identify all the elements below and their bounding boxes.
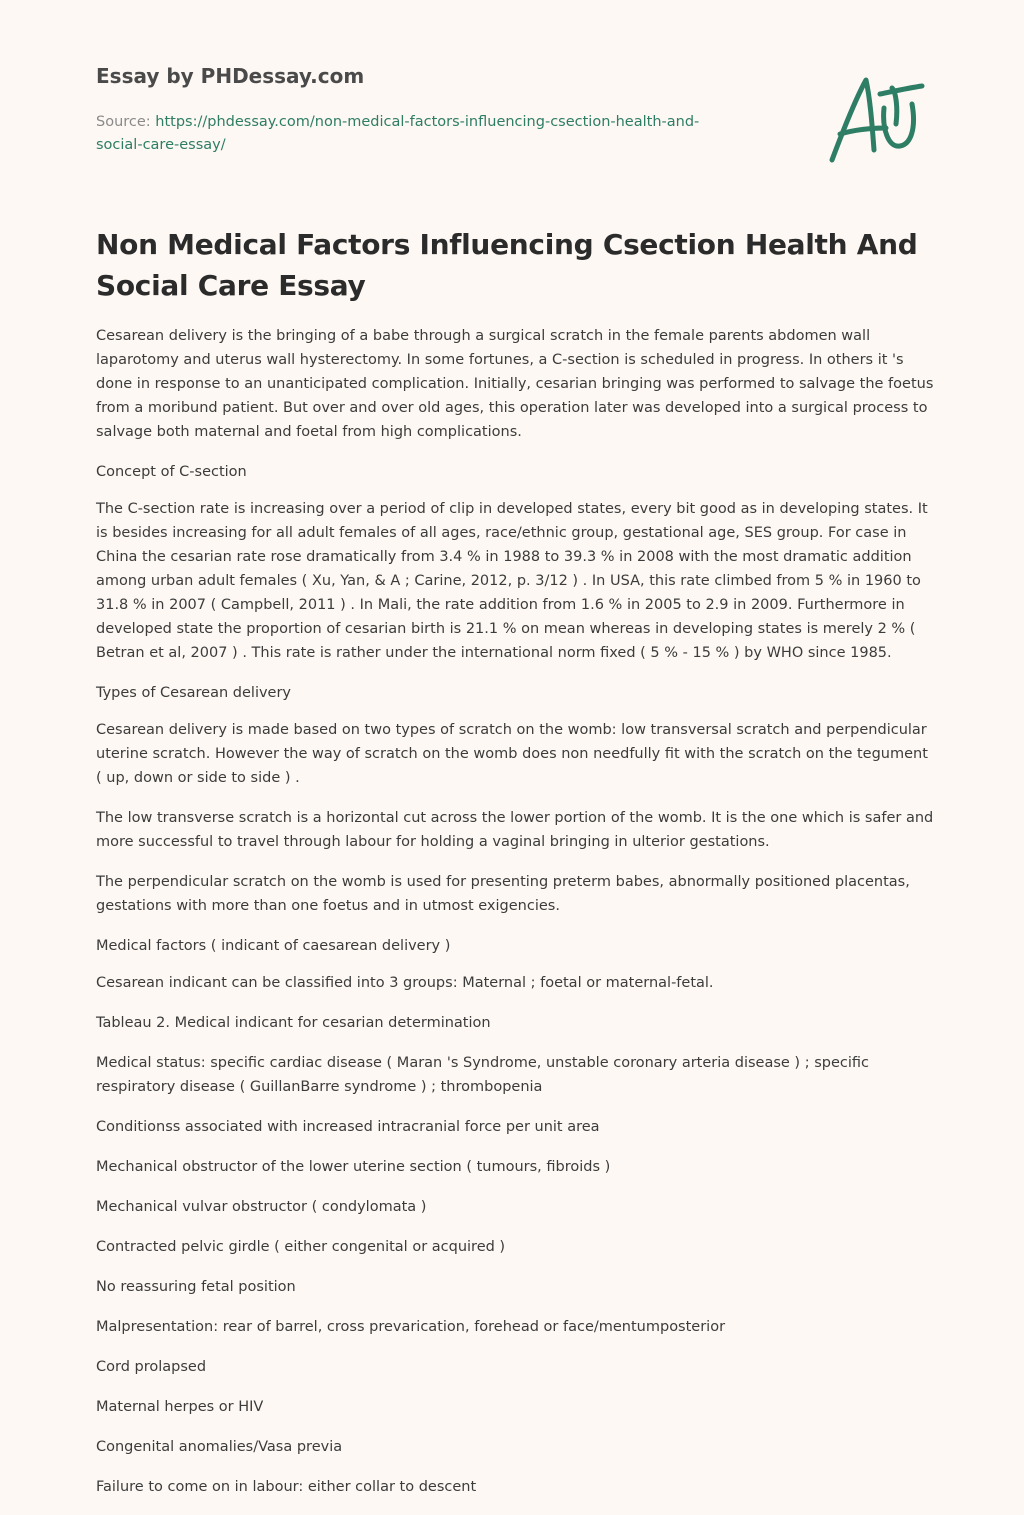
essay-body xyxy=(96,324,934,1515)
list-item: Congenital anomalies/Vasa previa xyxy=(96,1439,343,1455)
paragraph-perpendicular: The perpendicular scratch on the womb is used for presenting preterm babes, abnormally positioned placentas, gestations with more than one foetus and in utmost exigencies. xyxy=(96,874,910,914)
table-caption: Tableau 2. Medical indicant for cesarian determination xyxy=(96,1015,491,1031)
list-item: Mechanical obstructor of the lower uterine section ( tumours, fibroids ) xyxy=(96,1159,611,1175)
list-item: Malpresentation: rear of barrel, cross prevarication, forehead or face/mentumposterior xyxy=(96,1319,726,1335)
subheading-concept: Concept of C-section xyxy=(96,464,247,480)
essay-title: Non Medical Factors Influencing Csection Health And Social Care Essay xyxy=(96,228,918,302)
list-item: Mechanical vulvar obstructor ( condylomata ) xyxy=(96,1199,427,1215)
subheading-types: Types of Cesarean delivery xyxy=(96,685,292,701)
paragraph-types: Cesarean delivery is made based on two types of scratch on the womb: low transversal scratch and perpendicular uterine scratch. However the way of scratch on the womb does non needfully fit with the scratch on the tegument ( up, down or side to side ) . xyxy=(96,722,928,786)
source-label: Source: xyxy=(96,114,151,130)
paragraph-intro: Cesarean delivery is the bringing of a babe through a surgical scratch in the female parents abdomen wall laparotomy and uterus wall hysterectomy. In some fortunes, a C-section is scheduled in progress. In others it 's done in response to an unanticipated complication. Initially, cesarian bringing was performed to salvage the foetus from a moribund patient. But over and over old ages, this operation later was developed into a surgical process to salvage both maternal and foetal from high complications. xyxy=(96,328,934,440)
a-plus-logo-icon xyxy=(824,68,934,168)
list-item: No reassuring fetal position xyxy=(96,1279,296,1295)
source-line xyxy=(96,111,736,157)
site-brand: Essay by PHDessay.com xyxy=(96,64,365,88)
list-item: Cord prolapsed xyxy=(96,1359,207,1375)
paragraph-transverse: The low transverse scratch is a horizontal cut across the lower portion of the womb. It is the one which is safer and more successful to travel through labour for holding a vaginal bringing in ulterior gestations. xyxy=(96,810,934,850)
subheading-medical-factors: Medical factors ( indicant of caesarean delivery ) xyxy=(96,938,451,954)
list-item: Conditionss associated with increased intracranial force per unit area xyxy=(96,1119,600,1135)
list-item: Maternal herpes or HIV xyxy=(96,1399,264,1415)
paragraph-rates: The C-section rate is increasing over a period of clip in developed states, every bit good as in developing states. It is besides increasing for all adult females of all ages, race/ethnic group, gestational age, SES group. For case in China the cesarian rate rose dramatically from 3.4 % in 1988 to 39.3 % in 2008 with the most dramatic addition among urban adult females ( Xu, Yan, & A ; Carine, 2012, p. 3/12 ) . In USA, this rate climbed from 5 % in 1960 to 31.8 % in 2007 ( Campbell, 2011 ) . In Mali, the rate addition from 1.6 % in 2005 to 2.9 in 2009. Furthermore in developed state the proportion of cesarian birth is 21.1 % on mean whereas in developing states is merely 2 % ( Betran et al, 2007 ) . This rate is rather under the international norm fixed ( 5 % - 15 % ) by WHO since 1985. xyxy=(96,501,928,661)
list-item: Contracted pelvic girdle ( either congenital or acquired ) xyxy=(96,1239,506,1255)
list-item: Medical status: specific cardiac disease ( Maran 's Syndrome, unstable coronary arteria disease ) ; specific respiratory disease ( GuillanBarre syndrome ) ; thrombopenia xyxy=(96,1055,869,1095)
list-item: Failure to come on in labour: either collar to descent xyxy=(96,1479,477,1495)
source-link[interactable]: https://phdessay.com/non-medical-factors-influencing-csection-health-and-social-care-essay/ xyxy=(96,114,700,153)
paragraph-indicant-groups: Cesarean indicant can be classified into 3 groups: Maternal ; foetal or maternal-fetal. xyxy=(96,975,714,991)
